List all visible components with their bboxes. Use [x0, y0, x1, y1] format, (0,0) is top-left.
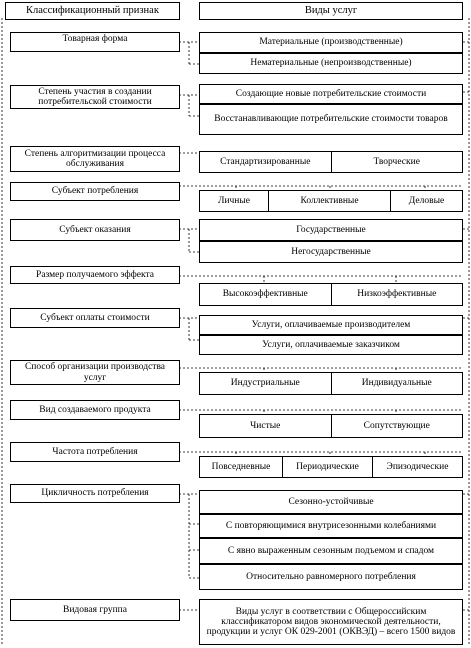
type-personal: Личные	[218, 195, 250, 206]
criterion-algorithmization: Степень алгоритмизации процесса обслуживания	[10, 146, 180, 172]
types-product	[199, 414, 463, 438]
type-non-state: Негосударственные	[199, 241, 463, 263]
type-episodic: Эпизодические	[372, 457, 462, 477]
header-service-types: Виды услуг	[199, 2, 463, 20]
type-collective: Коллективные	[268, 191, 390, 211]
criterion-product-type: Вид создаваемого продукта	[10, 400, 180, 420]
type-accompanying: Сопутствующие	[331, 415, 463, 437]
type-paid-by-producer: Услуги, оплачиваемые производителем	[199, 315, 463, 335]
type-industrial: Индустриальные	[230, 378, 300, 389]
type-standardized: Стандартизированные	[220, 156, 311, 167]
header-criterion: Классификационный признак	[5, 2, 180, 20]
criterion-organization-method: Способ организации производства услуг	[10, 360, 180, 385]
type-seasonal-peak: С явно выраженным сезонным подъемом и спадом	[199, 538, 463, 564]
type-creating-new: Создающие новые потребительские стоимости	[199, 84, 463, 104]
criterion-provider: Субъект оказания	[10, 219, 180, 241]
criterion-payer: Субъект оплаты стоимости	[10, 308, 180, 328]
type-low-effective: Низкоэффективные	[331, 284, 463, 305]
criterion-participation-degree: Степень участия в создании потребительской стоимости	[10, 85, 180, 109]
criterion-effect-size: Размер получаемого эффекта	[10, 266, 180, 284]
type-restoring: Восстанавливающие потребительские стоимости товаров	[199, 104, 463, 135]
types-consumer	[199, 190, 463, 212]
type-pure: Чистые	[250, 420, 281, 431]
criterion-cyclicity: Цикличность потребления	[10, 484, 180, 503]
type-daily: Повседневные	[211, 461, 271, 472]
type-highly-effective: Высокоэффективные	[222, 289, 308, 300]
criterion-species-group: Видовая группа	[10, 599, 180, 621]
type-individual: Индивидуальные	[331, 373, 463, 394]
type-material: Материальные (производственные)	[199, 32, 463, 53]
types-algorithmization	[199, 151, 463, 173]
type-periodic: Периодические	[282, 457, 372, 477]
criterion-frequency: Частота потребления	[10, 442, 180, 462]
criterion-product-form: Товарная форма	[10, 32, 180, 52]
type-business: Деловые	[390, 191, 462, 211]
types-frequency	[199, 456, 463, 478]
types-organization	[199, 372, 463, 395]
types-effect	[199, 283, 463, 306]
type-non-material: Нематериальные (непроизводственные)	[199, 53, 463, 74]
type-intraseasonal: С повторяющимися внутрисезонными колебаниями	[199, 514, 463, 538]
type-okved: Виды услуг в соответствии с Общероссийским классификатором видов экономической деятельности, продукции и услуг ОК 029-2001 (ОКВЭД) – всего 1500 видов	[199, 599, 463, 645]
type-creative: Творческие	[331, 152, 463, 172]
type-uniform: Относительно равномерного потребления	[199, 564, 463, 590]
criterion-consumer: Субъект потребления	[10, 182, 180, 201]
type-paid-by-customer: Услуги, оплачиваемые заказчиком	[199, 335, 463, 355]
type-seasonal-stable: Сезонно-устойчивые	[199, 490, 463, 514]
type-state: Государственные	[199, 219, 463, 241]
